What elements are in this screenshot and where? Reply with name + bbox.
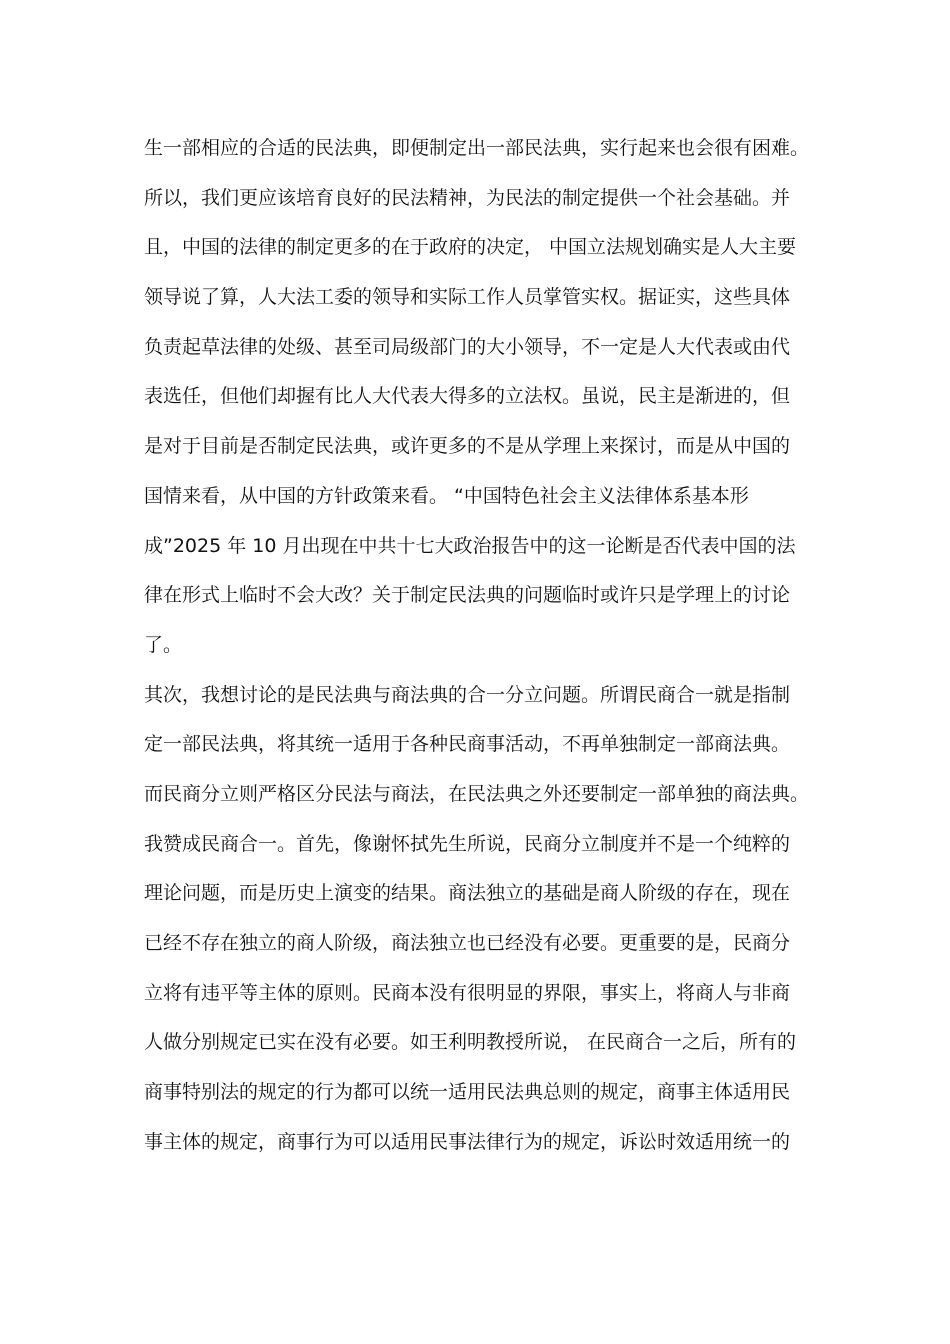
- text-line-12: 其次，我想讨论的是民法典与商法典的合一分立问题。所谓民商合一就是指制: [144, 683, 791, 706]
- text-line-17: 已经不存在独立的商人阶级，商法独立也已经没有必要。更重要的是，民商分: [144, 932, 791, 954]
- body-text: [144, 130, 814, 1173]
- text-line-16: 理论问题，而是历史上演变的结果。商法独立的基础是商人阶级的存在，现在: [144, 882, 791, 905]
- text-line-8: 国情来看，从中国的方针政策来看。 “中国特色社会主义法律体系基本形: [144, 484, 749, 507]
- text-line-3: 且，中国的法律的制定更多的在于政府的决定， 中国立法规划确实是人大主要: [144, 236, 797, 259]
- text-line-5: 负责起草法律的处级、甚至司局级部门的大小领导，不一定是人大代表或由代: [144, 335, 791, 358]
- text-line-15: 我赞成民商合一。首先，像谢怀拭先生所说，民商分立制度并不是一个纯粹的: [144, 832, 791, 855]
- text-line-13: 定一部民法典，将其统一适用于各种民商事活动，不再单独制定一部商法典。: [144, 733, 791, 756]
- text-line-1: 生一部相应的合适的民法典，即便制定出一部民法典，实行起来也会很有困难。: [144, 137, 810, 159]
- text-line-2: 所以，我们更应该培育良好的民法精神，为民法的制定提供一个社会基础。并: [144, 186, 791, 209]
- text-line-20: 商事特别法的规定的行为都可以统一适用民法典总则的规定，商事主体适用民: [144, 1081, 791, 1104]
- text-line-9: 成”2025 年 10 月出现在中共十七大政治报告中的这一论断是否代表中国的法: [144, 534, 796, 557]
- text-line-19: 人做分别规定已实在没有必要。如王利明教授所说， 在民商合一之后，所有的: [144, 1031, 797, 1054]
- text-line-10: 律在形式上临时不会大改？关于制定民法典的问题临时或许只是学理上的讨论: [144, 584, 791, 607]
- text-line-11: 了。: [144, 633, 183, 656]
- text-line-6: 表选任，但他们却握有比人大代表大得多的立法权。虽说，民主是渐进的，但: [144, 385, 791, 408]
- text-line-18: 立将有违平等主体的原则。民商本没有很明显的界限，事实上，将商人与非商: [144, 981, 791, 1004]
- text-line-7: 是对于目前是否制定民法典，或许更多的不是从学理上来探讨，而是从中国的: [144, 435, 791, 458]
- text-line-21: 事主体的规定，商事行为可以适用民事法律行为的规定，诉讼时效适用统一的: [144, 1130, 791, 1153]
- text-line-14: 而民商分立则严格区分民法与商法，在民法典之外还要制定一部单独的商法典。: [144, 782, 810, 805]
- text-line-4: 领导说了算，人大法工委的领导和实际工作人员掌管实权。据证实，这些具体: [144, 286, 791, 309]
